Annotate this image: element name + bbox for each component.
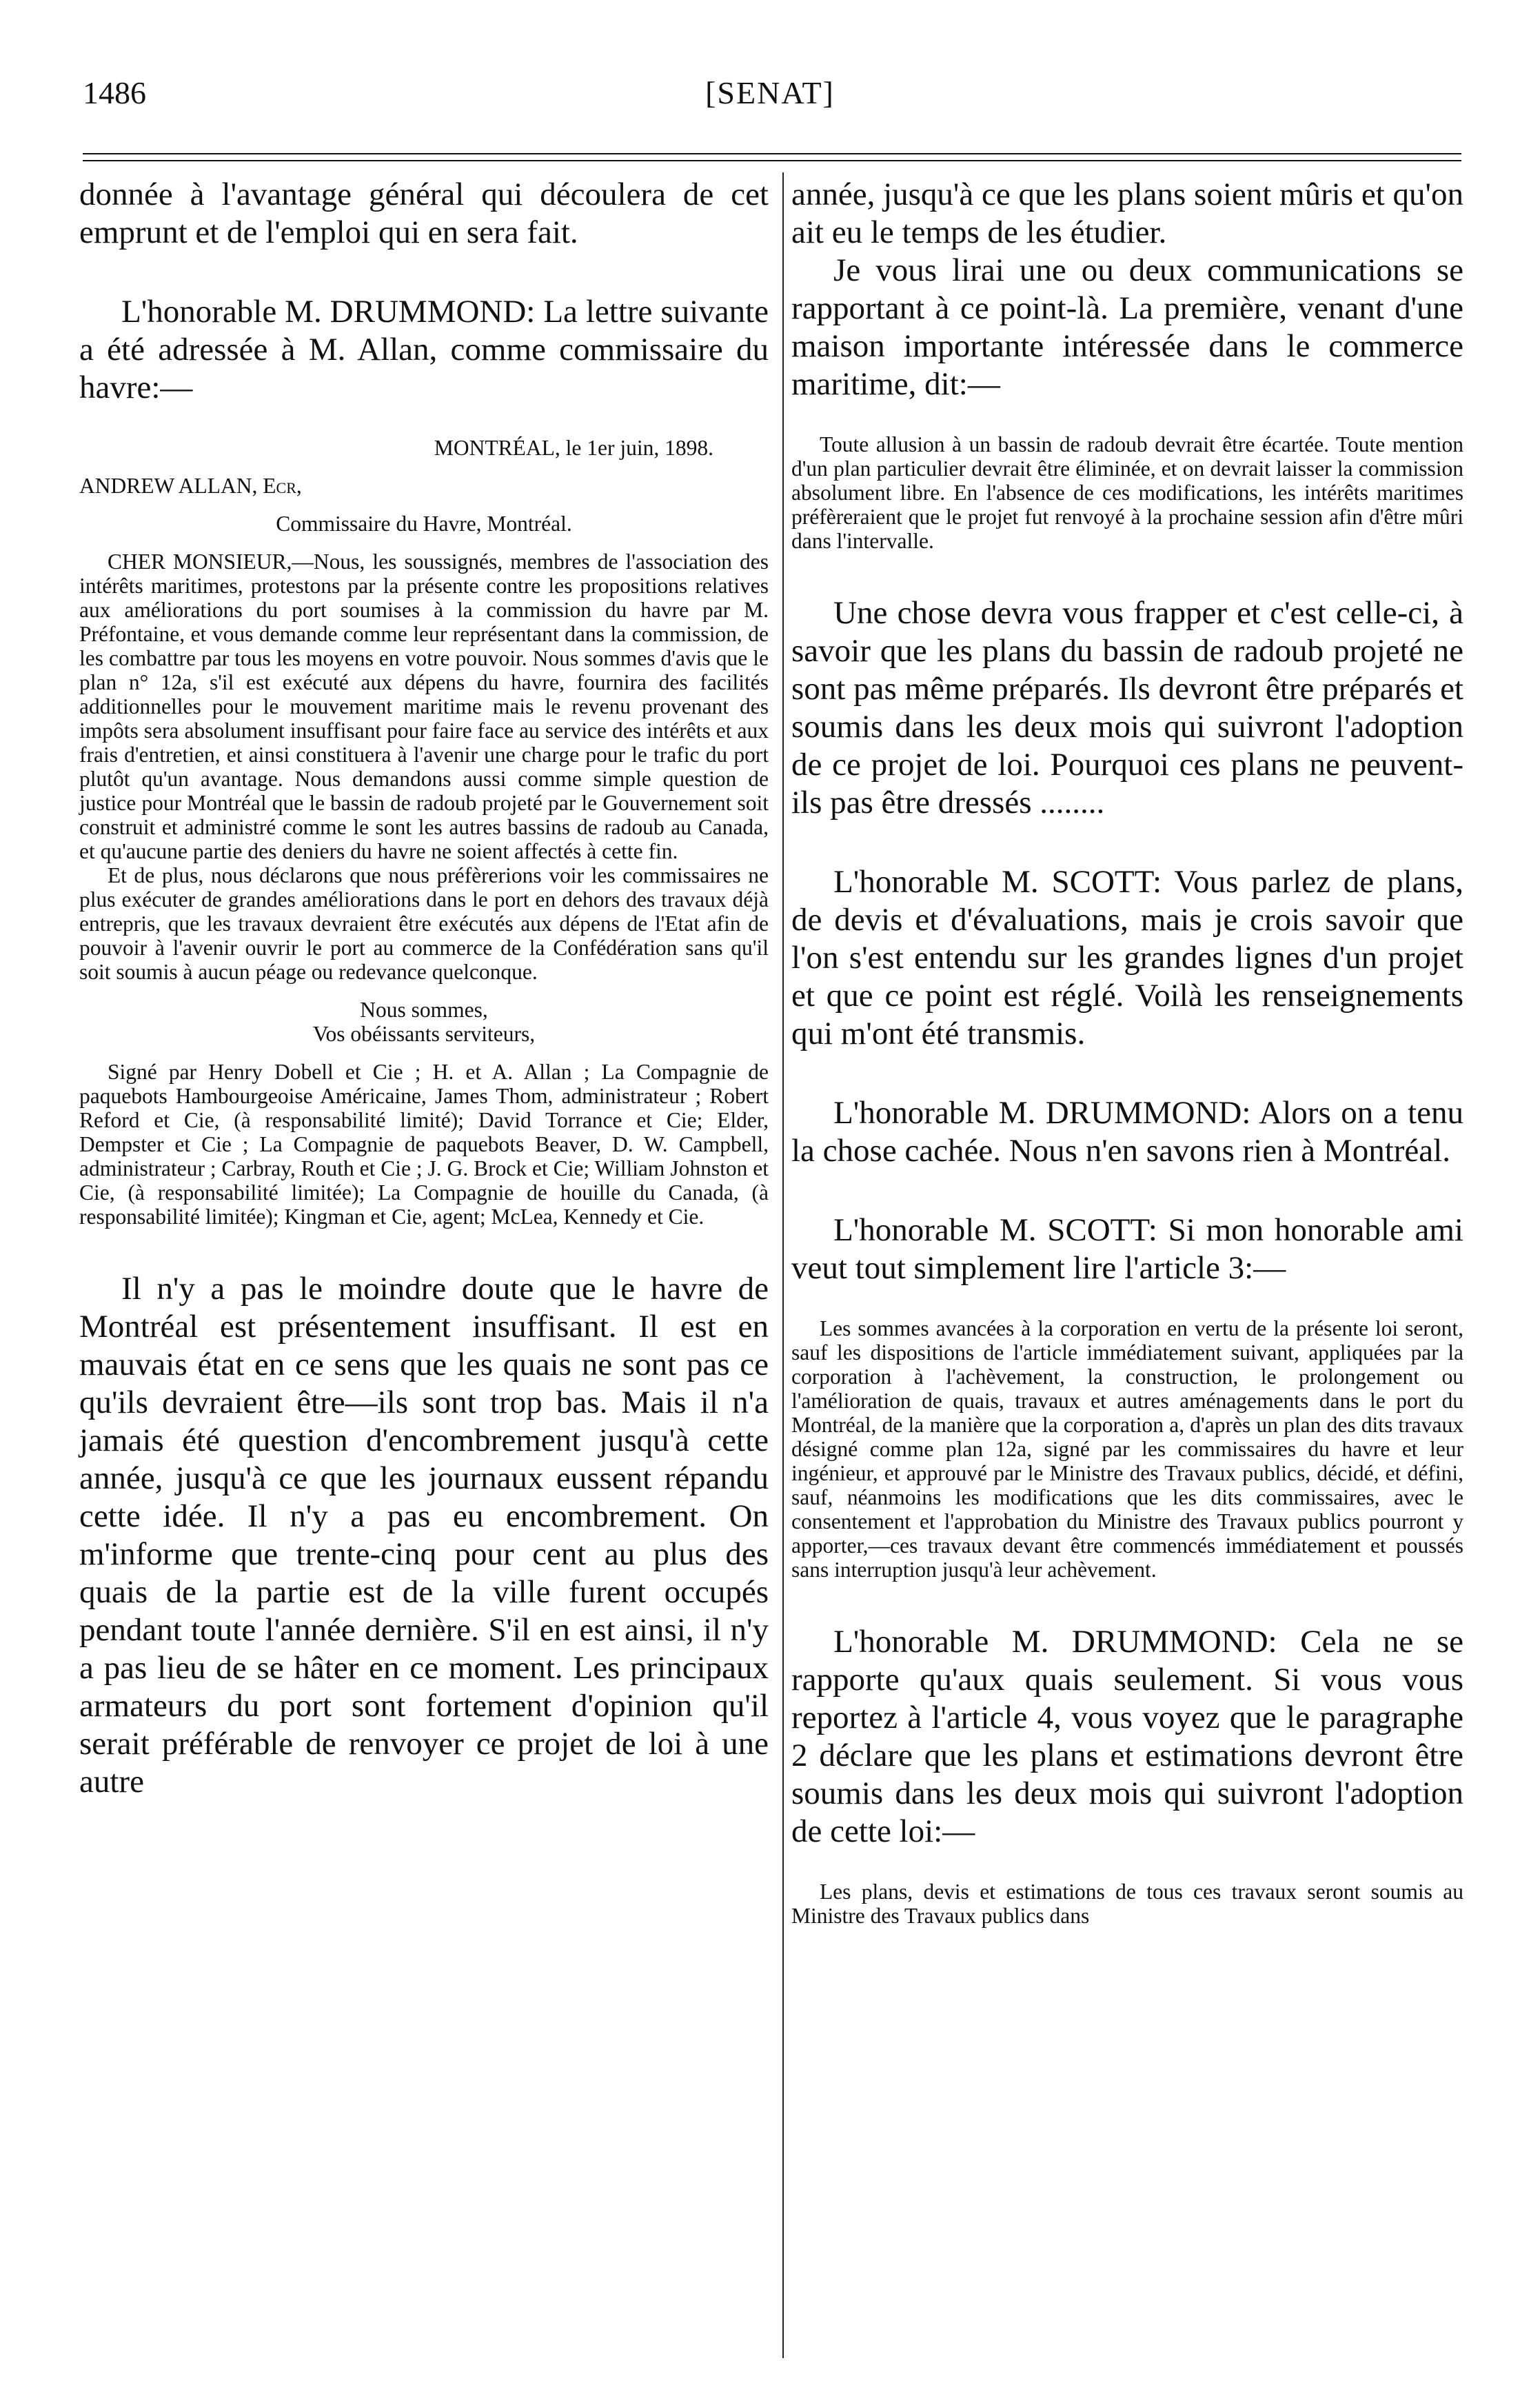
speech-scott: L'honorable M. SCOTT: Vous parlez de plans, de devis et d'évaluations, mais je crois savoir que l'on s'est entendu sur les grandes lignes d'un projet et que ce point est réglé. Voilà les renseignements qui m'ont été transmis.: [791, 864, 1463, 1051]
speech-drummond: L'honorable M. DRUMMOND: Cela ne se rapporte qu'aux quais seulement. Si vous vous reportez à l'article 4, vous voyez que le paragraphe 2 déclare que les plans et estimations devront être soumis dans les deux mois qui suivront l'adoption de cette loi:—: [791, 1624, 1463, 1849]
quotation: Toute allusion à un bassin de radoub devrait être écartée. Toute mention d'un plan particulier devrait être éliminée, et on devrait laisser la commission absolument libre. En l'absence de ces modifications, les intérêts maritimes préfèreraient que le projet fut renvoyé à la prochaine session afin d'être mûri dans l'intervalle.: [791, 432, 1463, 553]
speech-scott: L'honorable M. SCOTT: Si mon honorable ami veut tout simplement lire l'article 3:—: [791, 1212, 1463, 1286]
paragraph: donnée à l'avantage général qui découlera de cet emprunt et de l'emploi qui en sera fait.: [79, 177, 769, 250]
speech-drummond: L'honorable M. DRUMMOND: Alors on a tenu la chose cachée. Nous n'en savons rien à Montréal.: [791, 1095, 1463, 1169]
paragraph: Il n'y a pas le moindre doute que le havre de Montréal est présentement insuffisant. Il est en mauvais état en ce sens que les quais ne sont pas ce qu'ils devraient être—ils sont trop bas. Mais il n'a jamais été question d'encombrement jusqu'à cette année, jusqu'à ce que les journaux eussent répandu cette idée. Il n'y a pas eu encombrement. On m'informe que trente-cinq pour cent au plus des quais de la partie est de la ville furent occupés pendant toute l'année dernière. S'il en est ainsi, il n'y a pas lieu de se hâter en ce moment. Les principaux armateurs du port sont fortement d'opinion qu'il serait préférable de renvoyer ce projet de loi à une autre: [79, 1271, 769, 1800]
header-rule-bottom: [83, 160, 1461, 161]
left-column: [79, 176, 769, 1801]
letter-body: CHER MONSIEUR,—Nous, les soussignés, membres de l'association des intérêts maritimes, protestons par la présente contre les propositions relatives aux améliorations du port soumises à la commission du havre par M. Préfontaine, et vous demande comme leur représentant dans la commission, de les combattre par tous les moyens en votre pouvoir. Nous sommes d'avis que le plan n° 12a, s'il est exécuté aux dépens du havre, fournira des facilités additionnelles pour le mouvement maritime mais le revenu provenant des impôts sera absolument insuffisant pour faire face au service des intérêts et aux frais d'entretien, et ainsi constituera à l'avenir une charge pour le trafic du port plutôt qu'un avantage. Nous demandons aussi comme simple question de justice pour Montréal que le bassin de radoub projeté par le Gouvernement soit construit et administré comme le sont les autres bassins de radoub au Canada, et qu'aucune partie des deniers du havre ne soient affectés à cette fin.: [79, 550, 769, 863]
column-divider: [782, 172, 784, 2358]
right-column: [791, 176, 1463, 1928]
letter-closing: Nous sommes,: [360, 998, 488, 1022]
quotation: Les plans, devis et estimations de tous ces travaux seront soumis au Ministre des Travaux publics dans: [791, 1880, 1463, 1928]
letter-addressee: ANDREW ALLAN, Ecr,: [79, 474, 302, 498]
paragraph: Une chose devra vous frapper et c'est celle-ci, à savoir que les plans du bassin de radoub projeté ne sont pas même préparés. Ils devront être préparés et soumis dans les deux mois qui suivront l'adoption de ce projet de loi. Pourquoi ces plans ne peuvent-ils pas être dressés ........: [791, 595, 1463, 821]
letter-closing: Vos obéissants serviteurs,: [312, 1022, 536, 1046]
page-header: [0, 74, 1540, 116]
paragraph: Je vous lirai une ou deux communications se rapportant à ce point-là. La première, venant d'une maison importante intéressée dans le commerce maritime, dit:—: [791, 252, 1463, 402]
running-head: [SENAT]: [705, 75, 835, 110]
page-number: 1486: [83, 75, 146, 110]
letter-signatories: Signé par Henry Dobell et Cie ; H. et A. Allan ; La Compagnie de paquebots Hambourgeoise Américaine, James Thom, administrateur ; Robert Reford et Cie, (à responsabilité limité); David Torrance et Cie; Elder, Dempster et Cie ; La Compagnie de paquebots Beaver, D. W. Campbell, administrateur ; Carbray, Routh et Cie ; J. G. Brock et Cie; William Johnston et Cie, (à responsabilité limitée); La Compagnie de houille du Canada, (à responsabilité limitée); Kingman et Cie, agent; McLea, Kennedy et Cie.: [79, 1060, 769, 1229]
letter-body: Et de plus, nous déclarons que nous préfèrerions voir les commissaires ne plus exécuter de grandes améliorations dans le port en dehors des travaux déjà entrepris, que les travaux devraient être exécutés aux dépens de l'Etat afin de pouvoir à l'avenir ouvrir le port au commerce de la Confédération sans qu'il soit soumis à aucun péage ou redevance quelconque.: [79, 863, 769, 984]
quotation: Les sommes avancées à la corporation en vertu de la présente loi seront, sauf les dispositions de l'article immédiatement suivant, appliquées par la corporation à l'achèvement, la construction, le prolongement ou l'amélioration de quais, travaux et autres aménagements dans le port du Montréal, de la manière que la corporation a, d'après un plan des dits travaux désigné comme plan 12a, signé par les commissaires du havre et leur ingénieur, et approuvé par le Ministre des Travaux publics, décidé, et défini, sauf, néanmoins les modifications que les dits commissaires, avec le consentement et l'approbation du Ministre des Travaux publics pourront y apporter,—ces travaux devant être commencés immédiatement et poussés sans interruption jusqu'à leur achèvement.: [791, 1316, 1463, 1582]
letter-date: MONTRÉAL, le 1er juin, 1898.: [434, 436, 713, 460]
paragraph: année, jusqu'à ce que les plans soient mûris et qu'on ait eu le temps de les étudier.: [791, 177, 1463, 250]
header-rule-top: [83, 153, 1461, 154]
speech-drummond: L'honorable M. DRUMMOND: La lettre suivante a été adressée à M. Allan, comme commissaire du havre:—: [79, 294, 769, 405]
letter-addressee-title: Commissaire du Havre, Montréal.: [276, 512, 572, 536]
